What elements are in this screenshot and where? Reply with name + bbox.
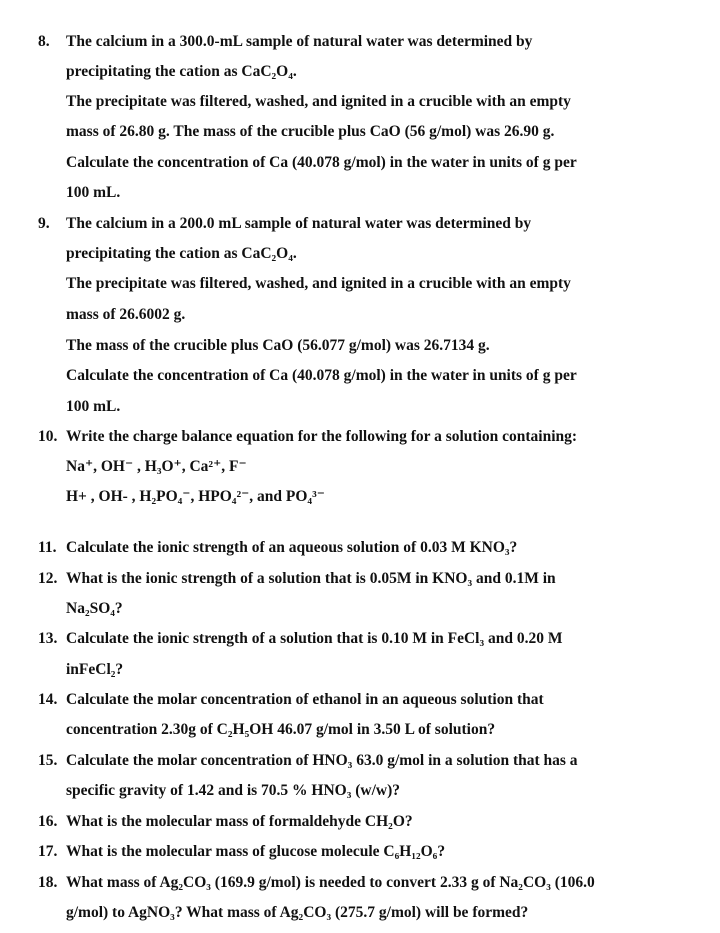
question-8-line: The calcium in a 300.0-mL sample of natural water was determined by — [66, 33, 533, 50]
question-13-line: inFeCl₂? — [66, 661, 124, 678]
question-14-line: concentration 2.30g of C₂H₅OH 46.07 g/mol in 3.50 L of solution? — [66, 721, 496, 738]
question-8-line: precipitating the cation as CaC₂O₄. — [66, 63, 297, 80]
question-14-line: Calculate the molar concentration of ethanol in an aqueous solution that — [66, 691, 544, 708]
question-10-number: 10. — [38, 428, 58, 445]
question-9-line: The calcium in a 200.0 mL sample of natural water was determined by — [66, 215, 532, 232]
question-12-line: Na₂SO₄? — [66, 600, 123, 617]
question-11-number: 11. — [38, 539, 57, 556]
question-15-number: 15. — [38, 752, 58, 769]
question-12-number: 12. — [38, 570, 58, 587]
question-10-line: Na⁺, OH⁻ , H₃O⁺, Ca²⁺, F⁻ — [66, 458, 247, 475]
question-9-line: precipitating the cation as CaC₂O₄. — [66, 245, 297, 262]
question-9-line: 100 mL. — [66, 398, 121, 415]
question-13-line: Calculate the ionic strength of a solution that is 0.10 M in FeCl₃ and 0.20 M — [66, 630, 563, 647]
question-14-number: 14. — [38, 691, 58, 708]
question-9-number: 9. — [38, 215, 50, 232]
question-9-line: mass of 26.6002 g. — [66, 306, 186, 323]
question-8-line: Calculate the concentration of Ca (40.078 g/mol) in the water in units of g per — [66, 154, 577, 171]
question-8-line: The precipitate was filtered, washed, and ignited in a crucible with an empty — [66, 93, 571, 110]
question-17-line: What is the molecular mass of glucose molecule C₆H₁₂O₆? — [66, 843, 446, 860]
question-17-number: 17. — [38, 843, 58, 860]
question-18-number: 18. — [38, 874, 58, 891]
question-9-line: The mass of the crucible plus CaO (56.077 g/mol) was 26.7134 g. — [66, 337, 490, 354]
question-10-line: H+ , OH- , H₂PO₄⁻, HPO₄²⁻, and PO₄³⁻ — [66, 488, 325, 505]
question-8-number: 8. — [38, 33, 50, 50]
question-16-line: What is the molecular mass of formaldehyde CH₂O? — [66, 813, 413, 830]
question-15-line: specific gravity of 1.42 and is 70.5 % HNO₃ (w/w)? — [66, 782, 400, 799]
question-9-line: Calculate the concentration of Ca (40.078 g/mol) in the water in units of g per — [66, 367, 577, 384]
question-16-number: 16. — [38, 813, 58, 830]
question-13-number: 13. — [38, 630, 58, 647]
question-18-line: g/mol) to AgNO₃? What mass of Ag₂CO₃ (275.7 g/mol) will be formed? — [66, 904, 529, 921]
question-8-line: 100 mL. — [66, 184, 121, 201]
question-11-line: Calculate the ionic strength of an aqueous solution of 0.03 M KNO₃? — [66, 539, 518, 556]
question-10-line: Write the charge balance equation for the following for a solution containing: — [66, 428, 578, 445]
question-18-line: What mass of Ag₂CO₃ (169.9 g/mol) is needed to convert 2.33 g of Na₂CO₃ (106.0 — [66, 874, 595, 891]
question-9-line: The precipitate was filtered, washed, and ignited in a crucible with an empty — [66, 275, 571, 292]
question-15-line: Calculate the molar concentration of HNO₃ 63.0 g/mol in a solution that has a — [66, 752, 578, 769]
question-12-line: What is the ionic strength of a solution that is 0.05M in KNO₃ and 0.1M in — [66, 570, 556, 587]
question-8-line: mass of 26.80 g. The mass of the crucible plus CaO (56 g/mol) was 26.90 g. — [66, 123, 555, 140]
